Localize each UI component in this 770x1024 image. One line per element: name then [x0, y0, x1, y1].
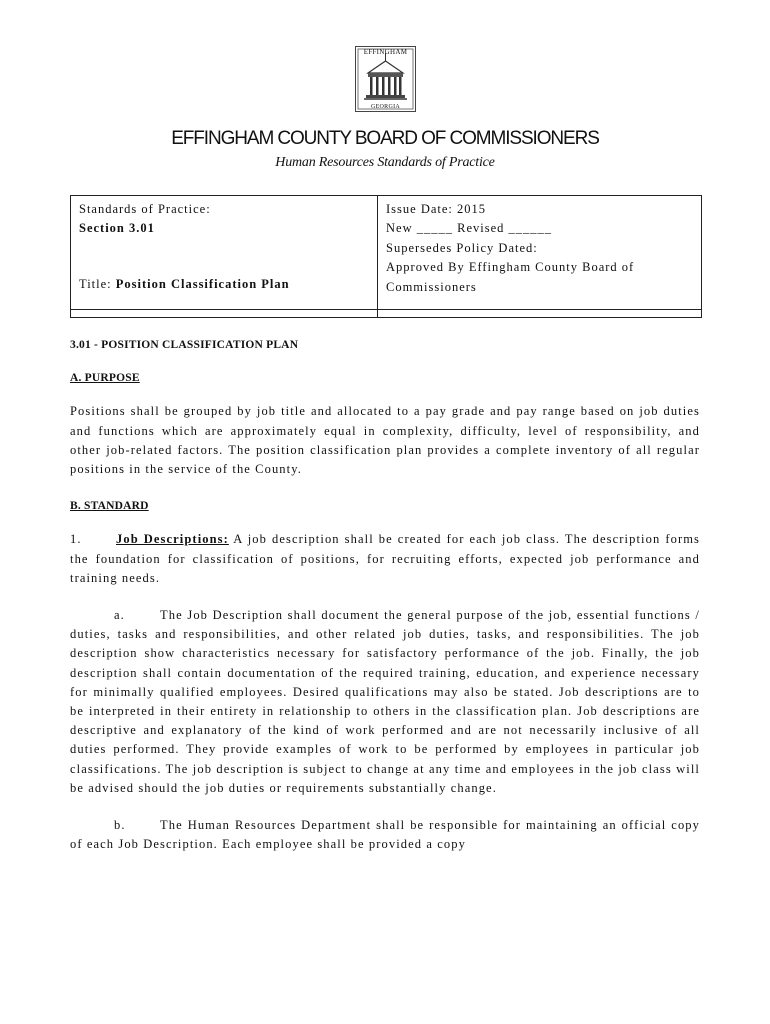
- seal-bottom-text: GEORGIA: [370, 104, 401, 110]
- standard-heading: B. STANDARD: [70, 500, 149, 513]
- item-a-label: a.: [114, 608, 125, 623]
- approved-by-line-2: Commissioners: [386, 279, 477, 294]
- page-subtitle: Human Resources Standards of Practice: [275, 155, 495, 170]
- item-1-text: A job description shall be created for each job class. The description forms the foundation for classification of positions, for recruiting efforts, expected job performance and training needs.: [70, 532, 700, 585]
- issue-date: Issue Date: 2015: [386, 202, 487, 216]
- standards-label: Standards of Practice:: [79, 202, 211, 216]
- item-b-paragraph: [70, 816, 700, 854]
- seal-top-text: EFFINGHAM: [363, 48, 408, 56]
- empty-cell-left: [71, 310, 378, 318]
- purpose-paragraph: Positions shall be grouped by job title and allocated to a pay grade and pay range based on job duties and functions which are approximately equal in complexity, difficulty, level of responsibility, and other job-related factors. The position classification plan provides a complete inventory of all regular positions in the service of the County.: [70, 404, 700, 477]
- approved-by-line-1: Approved By Effingham County Board of: [386, 260, 635, 275]
- item-1-label: Job Descriptions:: [116, 532, 229, 547]
- courthouse-icon: [356, 47, 415, 111]
- title-value: Position Classification Plan: [115, 276, 290, 291]
- item-1-number: 1.: [70, 532, 82, 547]
- county-seal: [355, 46, 416, 112]
- policy-section-cell: [71, 196, 378, 310]
- item-a-text: The Job Description shall document the general purpose of the job, essential functions / duties, tasks and responsibilities, and other related job duties, tasks, and responsibilities. The job description show characteristics necessary for satisfactory performance of the job. Finally, the job description shall contain documentation of the required training, education, and experience necessary for minimally qualified employees. Desired qualifications may also be stated. Job descriptions are to be interpreted in their entirety in relationship to others in the classification plan. Job descriptions are descriptive and explanatory of the kind of work performed and are not necessarily inclusive of all duties performed. They provide examples of work to be performed by employees in particular job classifications. The job description is subject to change at any time and employees in the job class will be advised should the job duties or requirements substantially change.: [70, 608, 700, 795]
- title-label: Title:: [79, 276, 112, 291]
- item-b-label: b.: [114, 818, 126, 833]
- section-number: Section 3.01: [79, 221, 155, 236]
- page-title: EFFINGHAM COUNTY BOARD OF COMMISSIONERS: [171, 128, 599, 149]
- policy-dates-cell: [378, 196, 702, 310]
- supersedes: Supersedes Policy Dated:: [386, 240, 538, 255]
- item-a-paragraph: [70, 606, 700, 798]
- policy-body: [70, 336, 700, 854]
- new-revised: New _____ Revised ______: [386, 221, 552, 236]
- policy-info-table: [70, 195, 702, 318]
- section-heading: 3.01 - POSITION CLASSIFICATION PLAN: [70, 339, 299, 351]
- item-1-paragraph: [70, 530, 700, 588]
- policy-title-line: [79, 275, 369, 294]
- empty-cell-right: [378, 310, 702, 318]
- purpose-heading: A. PURPOSE: [70, 372, 140, 385]
- item-b-text: The Human Resources Department shall be responsible for maintaining an official copy of each Job Description. Each employee shall be provided a copy: [70, 818, 700, 852]
